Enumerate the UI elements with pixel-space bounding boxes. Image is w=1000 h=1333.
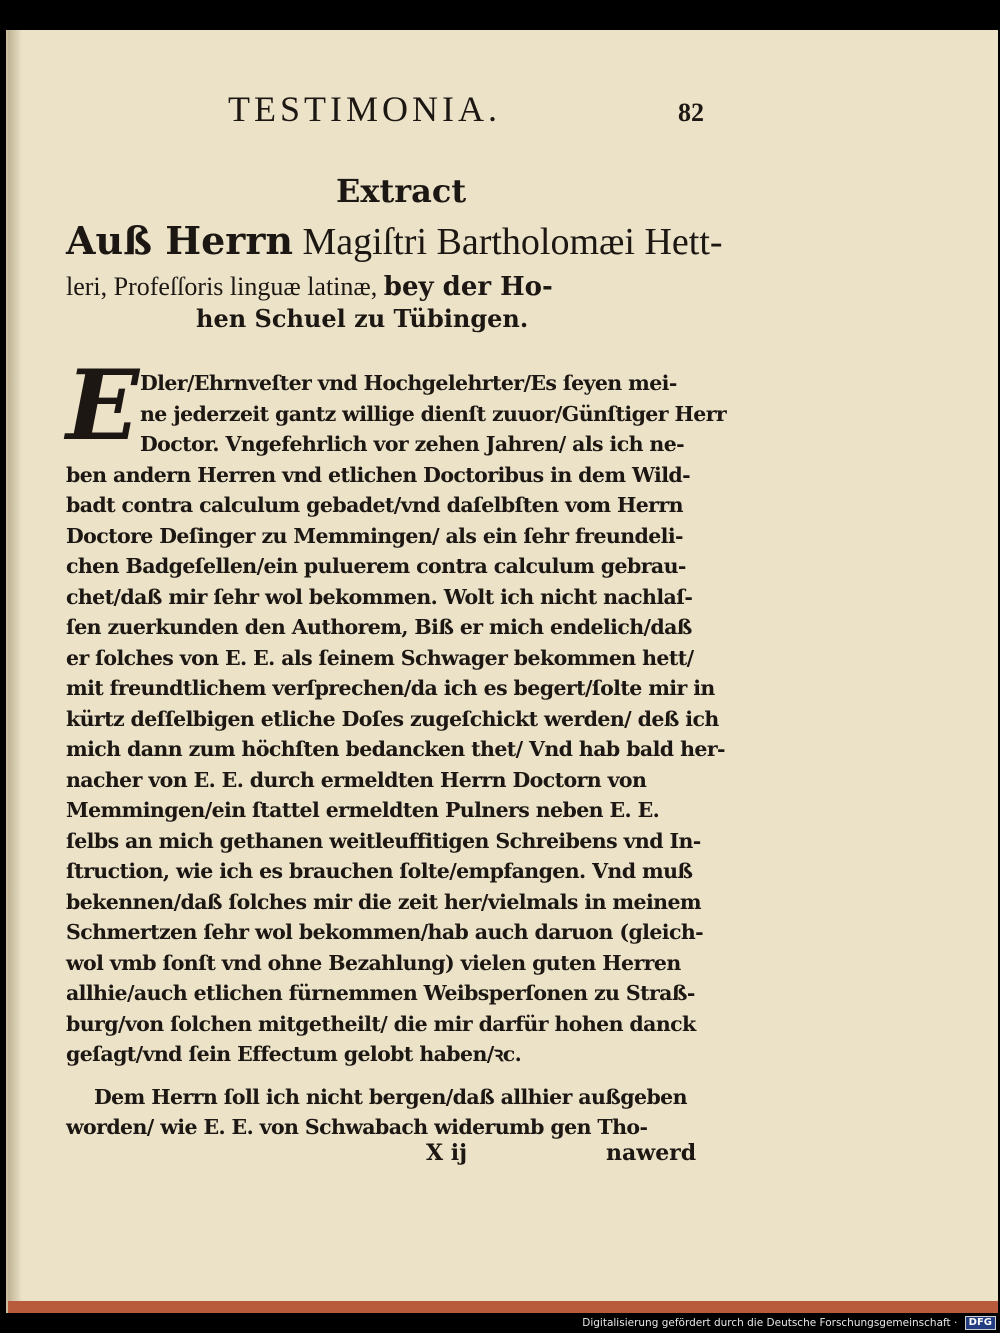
- text-line: geſagt/vnd ſein Effectum gelobt haben/ꝛc.: [66, 1042, 522, 1066]
- text-line: mit freundtlichem verſprechen/da ich es begert/ſolte mir in: [66, 676, 715, 700]
- dfg-logo: DFG: [965, 1316, 996, 1330]
- text-line: kürtz deſſelbigen etliche Doſes zugeſchickt werden/ deß ich: [66, 706, 719, 731]
- text-line: Dler/Ehrnveſter vnd Hochgelehrter/Es ſeyen mei-: [140, 371, 677, 395]
- heading-extract: Extract: [336, 172, 467, 210]
- text-line: Memmingen/ein ſtattel ermeldten Pulners neben E. E.: [66, 798, 660, 822]
- text-line: nacher von E. E. durch ermeldten Herrn Doctorn von: [66, 767, 647, 792]
- running-title: TESTIMONIA.: [228, 89, 501, 129]
- text-line: ne jederzeit gantz willige dienſt zuuor/Günſtiger Herr: [140, 401, 727, 426]
- footer-credit: [582, 1313, 996, 1333]
- text-line: ſen zuerkunden den Authorem, Biß er mich endelich/daß: [66, 615, 692, 639]
- text-line: wol vmb ſonſt vnd ohne Bezahlung) vielen guten Herren: [66, 950, 681, 975]
- heading-line-2: [66, 218, 726, 265]
- heading-frak-part: Auß Herrn: [66, 218, 293, 263]
- page-bottom-edge: [8, 1301, 998, 1313]
- footer-text: Digitalisierung gefördert durch die Deutsche Forschungsgemeinschaft ·: [582, 1317, 958, 1329]
- text-line: Doctor. Vngefehrlich vor zehen Jahren/ als ich ne-: [140, 432, 685, 456]
- catchline: [66, 1140, 706, 1170]
- body-text: [66, 368, 727, 1143]
- heading-line-3: [66, 272, 726, 302]
- text-line: Schmertzen ſehr wol bekommen/hab auch daruon (gleich-: [66, 920, 704, 944]
- drop-cap: E: [66, 349, 140, 462]
- catchword: nawerd: [606, 1140, 697, 1166]
- text-line: ben andern Herren vnd etlichen Doctoribus in dem Wild-: [66, 462, 691, 487]
- text-line: burg/von ſolchen mitgetheilt/ die mir darfür hohen danck: [66, 1011, 696, 1036]
- heading-latin-part-2: leri, Profeſſoris linguæ latinæ,: [66, 272, 384, 301]
- text-line: Doctore Deſinger zu Memmingen/ als ein ſehr freundeli-: [66, 523, 683, 548]
- heading-frak-part-2: bey der Ho-: [383, 272, 553, 302]
- text-line: bekennen/daß ſolches mir die zeit her/vielmals in meinem: [66, 889, 701, 914]
- page-number: 82: [678, 98, 704, 127]
- text-line: er ſolches von E. E. als ſeinem Schwager bekommen hett/: [66, 645, 694, 670]
- book-page: [6, 30, 998, 1313]
- text-line: ſelbs an mich gethanen weitleuffitigen Schreibens vnd In-: [66, 828, 701, 853]
- heading-line-4: hen Schuel zu Tübingen.: [196, 304, 529, 333]
- text-line: chet/daß mir ſehr wol bekommen. Wolt ich nicht nachlaſ-: [66, 584, 693, 609]
- heading-latin-part: Magiſtri Bartholomæi Hett-: [292, 221, 723, 263]
- text-line-para2: worden/ wie E. E. von Schwabach widerumb gen Tho-: [66, 1115, 648, 1139]
- text-line: allhie/auch etlichen fürnemmen Weibsperſonen zu Straß-: [66, 981, 695, 1005]
- text-line: badt contra calculum gebadet/vnd daſelbſten vom Herrn: [66, 493, 683, 517]
- page-gutter-shadow: [8, 30, 22, 1313]
- signature-mark: X ij: [426, 1140, 468, 1166]
- text-line: chen Badgeſellen/ein puluerem contra calculum gebrau-: [66, 554, 686, 578]
- text-line: mich dann zum höchſten bedancken thet/ Vnd hab bald her-: [66, 737, 725, 761]
- text-line-para2: Dem Herrn ſoll ich nicht bergen/daß allhier außgeben: [94, 1084, 687, 1109]
- text-line: ſtruction, wie ich es brauchen ſolte/empfangen. Vnd muß: [66, 859, 693, 883]
